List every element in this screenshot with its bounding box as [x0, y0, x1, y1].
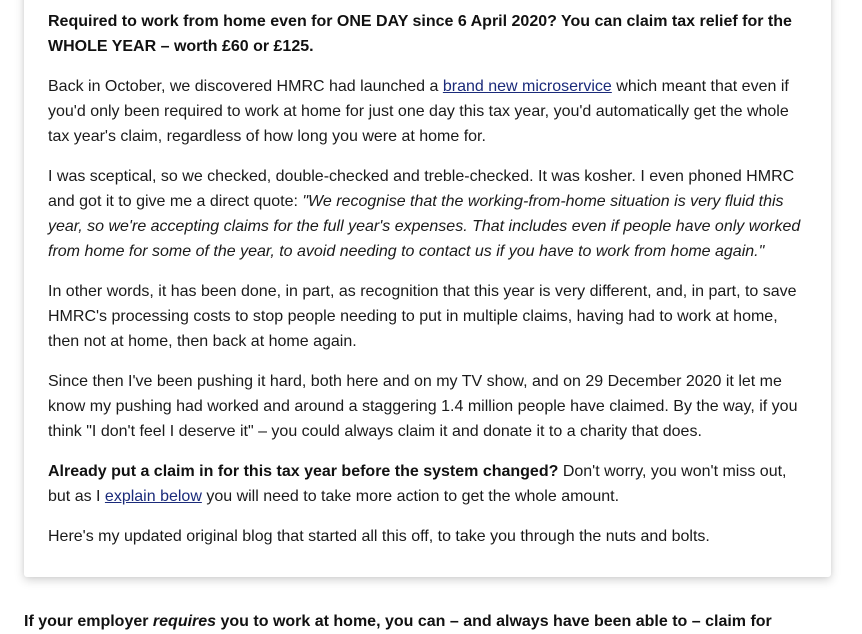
paragraph-text: Back in October, we discovered HMRC had launched a [48, 78, 443, 95]
brand-new-microservice-link[interactable]: brand new microservice [442, 78, 612, 95]
intro-heading: Required to work from home even for ONE DAY since 6 April 2020? You can claim tax relief for the WHOLE YEAR – worth £60 or £125. [48, 13, 792, 55]
paragraph-pushing-hard: Since then I've been pushing it hard, both here and on my TV show, and on 29 December 2020 it let me know my pushing had worked and around a staggering 1.4 million people have claimed. By the way, if you think "I don't feel I deserve it" – you could always claim it and donate it to a charity that does. [48, 373, 798, 440]
paragraph-other-words: In other words, it has been done, in part, as recognition that this year is very different, and, in part, to save HMRC's processing costs to stop people needing to put in multiple claims, having had to work at home, then not at home, then back at home again. [48, 283, 797, 350]
paragraph-hmrc-quote [48, 164, 807, 264]
paragraph-original-blog: Here's my updated original blog that started all this off, to take you through the nuts and bolts. [48, 528, 710, 545]
info-box-card [24, 0, 831, 577]
paragraph-text: you will need to take more action to get the whole amount. [201, 488, 620, 505]
paragraph-microservice [48, 74, 807, 149]
employer-requires-heading [24, 609, 844, 634]
paragraph-text: I was sceptical, so we checked, double-checked and treble-checked. It was kosher. I even phoned HMRC and got it to give me a direct quote: [48, 168, 795, 210]
requires-emphasis: requires [152, 613, 217, 630]
hmrc-quote: "We recognise that the working-from-home situation is very fluid this year, so we're accepting claims for the full year's expenses. That includes even if people have only worked from home for some of the year, to avoid needing to contact us if you have to work from home again." [48, 193, 801, 260]
heading-text: If your employer [24, 613, 153, 630]
paragraph-text: Don't worry, you won't miss out, but as I [48, 463, 787, 505]
paragraph-text: which meant that even if you'd only been required to work at home for just one day this tax year, you'd automatically get the whole tax year's claim, regardless of how long you were at home for. [48, 78, 789, 145]
paragraph-already-claimed [48, 459, 807, 509]
already-claimed-bold: Already put a claim in for this tax year before the system changed? [48, 463, 559, 480]
heading-text: you to work at home, you can – and always have been able to – claim for [216, 613, 772, 630]
explain-below-link[interactable]: explain below [104, 488, 202, 505]
